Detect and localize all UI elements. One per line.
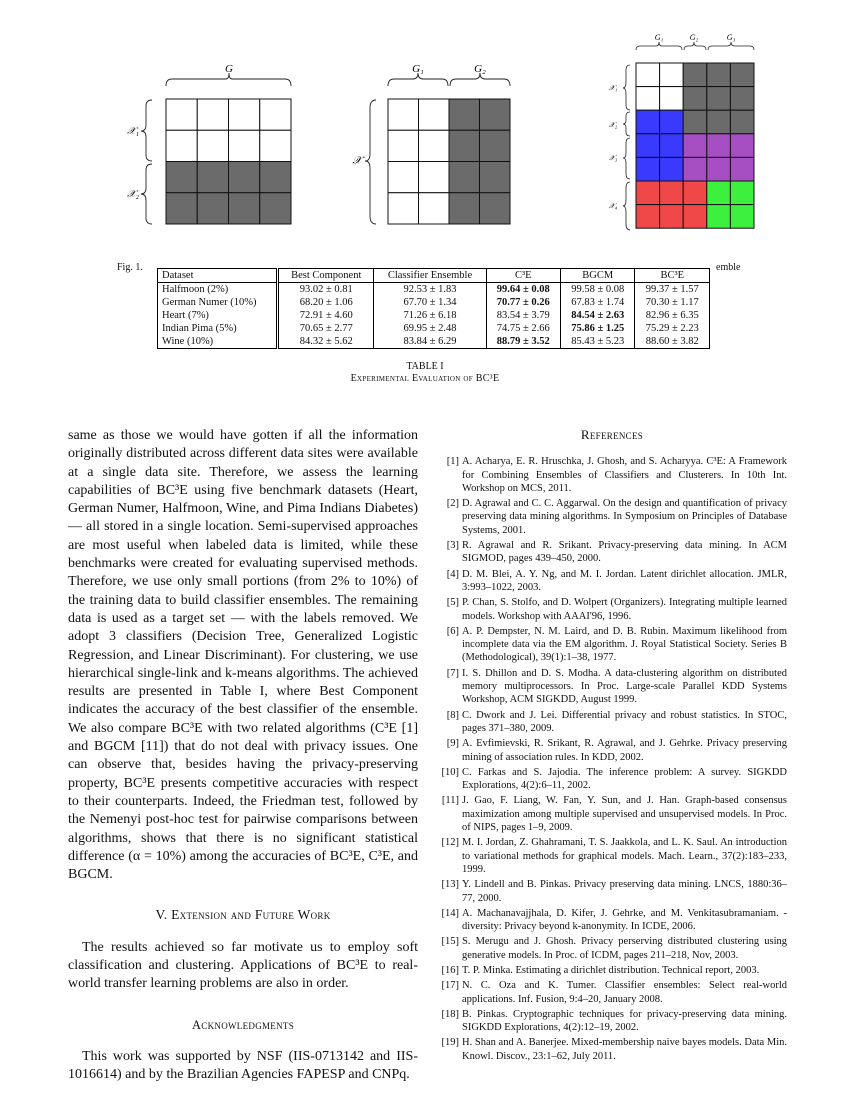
- grid-cell: [229, 193, 260, 224]
- grid-cell: [197, 99, 228, 130]
- table-cell: 88.60 ± 3.82: [635, 335, 710, 349]
- grid-cell: [707, 63, 731, 87]
- reference-item: [437, 709, 787, 736]
- grid-cell: [730, 181, 754, 205]
- reference-text: J. Gao, F. Liang, W. Fan, Y. Sun, and J. Han. Graph-based consensus maximization among multiple supervised and unsupervised models. In Proc. of NIPS, pages 1–9, 2009.: [462, 795, 787, 834]
- panel-3-group-label-2: G₂: [689, 33, 699, 42]
- grid-cell: [260, 99, 291, 130]
- reference-number: [7]: [446, 667, 459, 679]
- grid-cell: [419, 162, 450, 193]
- grid-cell: [636, 134, 660, 158]
- reference-item: [437, 539, 787, 566]
- grid-cell: [730, 63, 754, 87]
- table-cell: 83.54 ± 3.79: [486, 309, 560, 322]
- table-cell: 84.54 ± 2.63: [560, 309, 634, 322]
- figure-caption-tail: emble: [716, 262, 741, 273]
- grid-cell: [419, 130, 450, 161]
- table-cell: 70.77 ± 0.26: [486, 296, 560, 309]
- reference-number: [14]: [441, 907, 459, 919]
- table-cell: 99.58 ± 0.08: [560, 283, 634, 297]
- results-table: [157, 268, 710, 349]
- reference-item: [437, 568, 787, 595]
- grid-cell: [660, 110, 684, 134]
- reference-number: [19]: [441, 1037, 459, 1049]
- grid-cell: [260, 162, 291, 193]
- table-cell: 92.53 ± 1.83: [374, 283, 486, 297]
- grid-cell: [660, 134, 684, 158]
- reference-number: [10]: [441, 766, 459, 778]
- grid-cell: [260, 130, 291, 161]
- reference-text: I. S. Dhillon and D. S. Modha. A data-clustering algorithm on distributed memory multiprocessors. In Proc. Large-scale Parallel KDD Systems Workshop, ACM SIGKDD, August 1999.: [462, 667, 787, 706]
- reference-item: [437, 836, 787, 876]
- table-caption: Experimental Evaluation of BC³E: [350, 373, 500, 384]
- grid-cell: [419, 99, 450, 130]
- table-cell: 88.79 ± 3.52: [486, 335, 560, 349]
- reference-text: B. Pinkas. Cryptographic techniques for privacy-preserving data mining. SIGKDD Explorations, 4(2):12–19, 2002.: [462, 1008, 787, 1034]
- grid-cell: [707, 181, 731, 205]
- grid-cell: [229, 162, 260, 193]
- panel-2-group-label-1: G₁: [412, 63, 424, 75]
- reference-item: [437, 455, 787, 495]
- panel-3-row-label-3: 𝒳₃: [608, 154, 618, 162]
- table-cell: 67.70 ± 1.34: [374, 296, 486, 309]
- reference-text: A. Acharya, E. R. Hruschka, J. Ghosh, and S. Acharyya. C³E: A Framework for Combining Ensembles of Classifiers and Clusterers. In 10th Int. Workshop on MCS, 2011.: [462, 456, 787, 494]
- reference-number: [1]: [446, 456, 459, 468]
- table-cell: 83.84 ± 6.29: [374, 335, 486, 349]
- reference-item: [437, 1008, 787, 1035]
- reference-number: [4]: [446, 568, 459, 580]
- grid-cell: [707, 110, 731, 134]
- reference-text: M. I. Jordan, Z. Ghahramani, T. S. Jaakkola, and L. K. Saul. An introduction to variational methods for graphical models. Mach. Learn., 37(2):183–233, 1999.: [462, 837, 787, 875]
- table-cell: 72.91 ± 4.60: [278, 309, 374, 322]
- grid-cell: [197, 162, 228, 193]
- acknowledgments-heading: Acknowledgments: [191, 1017, 295, 1032]
- grid-cell: [636, 205, 660, 229]
- reference-number: [2]: [446, 498, 459, 510]
- grid-cell: [260, 193, 291, 224]
- table-cell: 85.43 ± 5.23: [560, 335, 634, 349]
- table-row: [158, 283, 710, 297]
- grid-cell: [636, 157, 660, 181]
- reference-text: D. Agrawal and C. C. Aggarwal. On the design and quantification of privacy preserving data mining algorithms. In Symposium on Principles of Database Systems, 2001.: [462, 498, 787, 536]
- reference-number: [12]: [441, 837, 459, 849]
- panel-3-row-label-1: 𝒳₁: [608, 84, 618, 92]
- reference-number: [16]: [441, 964, 459, 976]
- grid-cell: [388, 162, 419, 193]
- grid-cell: [480, 99, 511, 130]
- left-column: [68, 427, 418, 1085]
- table-cell: 70.30 ± 1.17: [635, 296, 710, 309]
- reference-number: [8]: [446, 709, 459, 721]
- reference-text: N. C. Oza and K. Tumer. Classifier ensembles: Select real-world applications. Inf. Fusion, 9:4–20, January 2008.: [462, 980, 787, 1005]
- reference-number: [11]: [441, 795, 459, 807]
- reference-item: [437, 935, 787, 962]
- grid-cell: [636, 181, 660, 205]
- panel-2-row-label: 𝒳: [352, 155, 362, 167]
- grid-cell: [636, 87, 660, 111]
- reference-text: C. Farkas and S. Jajodia. The inference problem: A survey. SIGKDD Explorations, 4(2):6–11, 2002.: [462, 766, 787, 792]
- reference-item: [437, 497, 787, 537]
- panel-2: [352, 63, 510, 224]
- grid-cell: [707, 134, 731, 158]
- reference-item: [437, 878, 787, 905]
- reference-item: [437, 596, 787, 623]
- table-cell: Indian Pima (5%): [158, 322, 278, 335]
- reference-text: S. Merugu and J. Ghosh. Privacy perserving distributed clustering using generative models. In Proc. of ICDM, pages 211–218, Nov, 2003.: [462, 936, 787, 961]
- grid-cell: [480, 193, 511, 224]
- table-cell: 71.26 ± 6.18: [374, 309, 486, 322]
- panel-1-row-label-1: 𝒳₁: [126, 126, 140, 137]
- table-cell: 99.37 ± 1.57: [635, 283, 710, 297]
- grid-cell: [480, 162, 511, 193]
- grid-cell: [707, 205, 731, 229]
- panel-1-row-label-2: 𝒳₂: [126, 189, 140, 200]
- reference-text: A. Machanavajjhala, D. Kifer, J. Gehrke, and M. Venkitasubramaniam. -diversity: Privacy beyond k-anonymity. In ICDE, 2006.: [462, 907, 787, 933]
- header-classifier-ensemble: Classifier Ensemble: [374, 269, 486, 283]
- reference-text: A. P. Dempster, N. M. Laird, and D. B. Rubin. Maximum likelihood from incomplete data via the EM algorithm. J. Royal Statistical Society. Series B (Methodological), 39(1):1–38, 1977.: [462, 625, 787, 664]
- body-paragraph-2: The results achieved so far motivate us to employ soft classification and clustering. Applications of BC³E to real-world transfer learning problems are also in order.: [68, 939, 418, 992]
- panel-2-group-label-2: G₂: [474, 63, 486, 75]
- body-paragraph-1: same as those we would have gotten if all the information originally distributed across different data sites were available at a single data site. Therefore, we assess the learning capabilities of BC³E using five benchmark datasets (Heart, German Numer, Halfmoon, Wine, and Pima Indians Diabetes) — all stored in a single location. Semi-supervised approaches are most useful when labeled data is limited, while these benchmarks were created for evaluating supervised methods. Therefore, we use only small portions (from 2% to 10%) of the training data to build classifier ensembles. The remaining data is used as a target set — with the labels removed. We adopt 3 classifiers (Decision Tree, Generalized Logistic Regression, and Linear Discriminant). For clustering, we use hierarchical single-link and k-means algorithms. The achieved results are presented in Table I, where Best Component indicates the accuracy of the best classifier of the ensemble. We also compare BC³E with two related algorithms (C³E [1] and BGCM [11]) that do not deal with privacy issues. One can observe that, besides having the privacy-preserving property, BC³E presents competitive accuracies with respect to their counterparts. Indeed, the Friedman test, followed by the Nemenyi post-hoc test for pairwise comparisons between algorithms, shows that there is no significant statistical difference (α = 10%) among the accuracies of BC³E, C³E, and BGCM.: [68, 428, 418, 883]
- grid-cell: [636, 63, 660, 87]
- table-header-row: [158, 269, 710, 283]
- section-heading: V. Extension and Future Work: [155, 907, 331, 923]
- grid-cell: [229, 99, 260, 130]
- grid-cell: [683, 134, 707, 158]
- grid-cell: [166, 99, 197, 130]
- grid-cell: [419, 193, 450, 224]
- reference-text: D. M. Blei, A. Y. Ng, and M. I. Jordan. Latent dirichlet allocation. JMLR, 3:993–1022, 2003.: [462, 568, 787, 593]
- reference-number: [9]: [446, 738, 459, 750]
- header-bc3e: BC³E: [635, 269, 710, 283]
- reference-item: [437, 737, 787, 764]
- figure-1: [0, 0, 850, 262]
- grid-cell: [730, 157, 754, 181]
- reference-text: A. Evfimievski, R. Srikant, R. Agrawal, and J. Gehrke. Privacy preserving mining of association rules. In KDD, 2002.: [462, 738, 787, 763]
- figure-caption: Fig. 1.: [117, 262, 143, 273]
- grid-cell: [660, 181, 684, 205]
- panel-3: [609, 33, 754, 230]
- grid-cell: [683, 157, 707, 181]
- reference-text: Y. Lindell and B. Pinkas. Privacy preserving data mining. LNCS, 1880:36–77, 2000.: [462, 879, 787, 904]
- reference-number: [6]: [446, 625, 459, 637]
- reference-number: [3]: [446, 540, 459, 552]
- header-best-component: Best Component: [278, 269, 374, 283]
- reference-item: [437, 667, 787, 707]
- table-cell: 68.20 ± 1.06: [278, 296, 374, 309]
- table-label: TABLE I: [406, 361, 444, 372]
- table-cell: 93.02 ± 0.81: [278, 283, 374, 297]
- reference-text: H. Shan and A. Banerjee. Mixed-membership naive bayes models. Data Min. Knowl. Discov., 23:1–62, July 2011.: [462, 1037, 787, 1062]
- reference-text: R. Agrawal and R. Srikant. Privacy-preserving data mining. In ACM SIGMOD, pages 439–450, 2000.: [462, 540, 787, 565]
- table-cell: 75.29 ± 2.23: [635, 322, 710, 335]
- table-cell: 99.64 ± 0.08: [486, 283, 560, 297]
- panel-1: [127, 63, 291, 224]
- grid-cell: [449, 193, 480, 224]
- table-cell: Wine (10%): [158, 335, 278, 349]
- reference-item: [437, 964, 787, 977]
- reference-item: [437, 794, 787, 834]
- grid-cell: [166, 130, 197, 161]
- table-cell: 82.96 ± 6.35: [635, 309, 710, 322]
- reference-item: [437, 907, 787, 934]
- table-cell: 84.32 ± 5.62: [278, 335, 374, 349]
- grid-cell: [683, 87, 707, 111]
- reference-text: C. Dwork and J. Lei. Differential privacy and robust statistics. In STOC, pages 371–380, 2009.: [462, 709, 787, 734]
- grid-cell: [166, 193, 197, 224]
- table-row: [158, 335, 710, 349]
- grid-cell: [388, 99, 419, 130]
- reference-item: [437, 1036, 787, 1063]
- panel-3-row-label-4: 𝒳₄: [608, 202, 618, 210]
- reference-item: [437, 625, 787, 665]
- grid-cell: [683, 205, 707, 229]
- table-cell: Heart (7%): [158, 309, 278, 322]
- grid-cell: [730, 110, 754, 134]
- table-cell: 67.83 ± 1.74: [560, 296, 634, 309]
- grid-cell: [660, 157, 684, 181]
- table-row: [158, 322, 710, 335]
- reference-number: [15]: [441, 936, 459, 948]
- grid-cell: [683, 63, 707, 87]
- header-c3e: C³E: [486, 269, 560, 283]
- reference-text: P. Chan, S. Stolfo, and D. Wolpert (Organizers). Integrating multiple learned models. Workshop with AAAI'96, 1996.: [462, 597, 787, 622]
- body-paragraph-3: This work was supported by NSF (IIS-0713142 and IIS-1016614) and by the Brazilian Agencies FAPESP and CNPq.: [68, 1048, 418, 1083]
- table-row: [158, 296, 710, 309]
- reference-number: [13]: [441, 879, 459, 891]
- grid-cell: [730, 87, 754, 111]
- grid-cell: [730, 205, 754, 229]
- table-cell: 69.95 ± 2.48: [374, 322, 486, 335]
- grid-cell: [229, 130, 260, 161]
- reference-number: [5]: [446, 597, 459, 609]
- grid-cell: [660, 205, 684, 229]
- header-bgcm: BGCM: [560, 269, 634, 283]
- grid-cell: [197, 193, 228, 224]
- reference-item: [437, 766, 787, 793]
- grid-cell: [166, 162, 197, 193]
- grid-cell: [636, 110, 660, 134]
- grid-cell: [707, 87, 731, 111]
- panel-3-row-label-2: 𝒳₂: [608, 121, 618, 129]
- grid-cell: [707, 157, 731, 181]
- reference-item: [437, 979, 787, 1006]
- reference-text: T. P. Minka. Estimating a dirichlet distribution. Technical report, 2003.: [462, 964, 760, 976]
- header-dataset: Dataset: [158, 269, 278, 283]
- grid-cell: [449, 162, 480, 193]
- grid-cell: [683, 110, 707, 134]
- table-cell: 74.75 ± 2.66: [486, 322, 560, 335]
- panel-1-group-label: G: [225, 63, 233, 75]
- grid-cell: [388, 130, 419, 161]
- reference-number: [17]: [441, 980, 459, 992]
- panel-3-group-label-1: G₁: [654, 33, 664, 42]
- grid-cell: [660, 87, 684, 111]
- references-heading: References: [580, 427, 644, 442]
- grid-cell: [449, 99, 480, 130]
- grid-cell: [683, 181, 707, 205]
- grid-cell: [730, 134, 754, 158]
- table-cell: German Numer (10%): [158, 296, 278, 309]
- panel-3-group-label-3: G₃: [726, 33, 736, 42]
- grid-cell: [388, 193, 419, 224]
- grid-cell: [480, 130, 511, 161]
- table-cell: 75.86 ± 1.25: [560, 322, 634, 335]
- table-row: [158, 309, 710, 322]
- table-cell: Halfmoon (2%): [158, 283, 278, 297]
- references-column: [437, 428, 787, 1065]
- table-cell: 70.65 ± 2.77: [278, 322, 374, 335]
- grid-cell: [449, 130, 480, 161]
- grid-cell: [197, 130, 228, 161]
- grid-cell: [660, 63, 684, 87]
- reference-number: [18]: [441, 1008, 459, 1020]
